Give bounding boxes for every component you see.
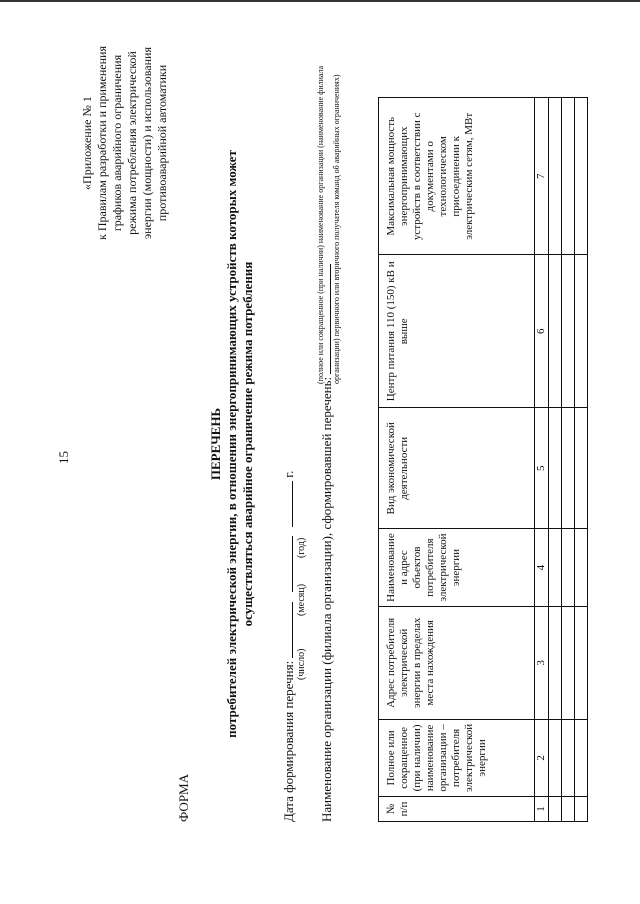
appendix-line: противоаварийной автоматики xyxy=(155,64,169,222)
hint-day: (число) xyxy=(296,648,307,680)
table-cell[interactable] xyxy=(562,408,575,529)
col-header-address: Адрес потребителя электрической энергии в пределах места нахождения xyxy=(379,606,535,719)
table-cell[interactable] xyxy=(575,98,588,255)
table-number-row xyxy=(535,98,549,822)
table-cell[interactable] xyxy=(575,797,588,822)
hint-year: (год) xyxy=(296,537,307,558)
table-cell[interactable] xyxy=(562,606,575,719)
col-number: 2 xyxy=(535,719,549,796)
form-label: ФОРМА xyxy=(176,774,191,822)
table-cell[interactable] xyxy=(575,529,588,607)
table-cell[interactable] xyxy=(549,797,562,822)
table-cell[interactable] xyxy=(549,255,562,408)
table-row xyxy=(562,98,575,822)
table-cell[interactable] xyxy=(562,797,575,822)
org-hint-1: (полное или сокращенное (при наличии) наименование организации (наименование филиала xyxy=(316,65,325,384)
table-cell[interactable] xyxy=(549,408,562,529)
document-title xyxy=(208,114,256,774)
col-header-org-name: Полное или сокращенное (при наличии) наименование организации – потребителя электрической энергии xyxy=(379,719,535,796)
col-header-max-power: Максимальная мощность энергопринимающих устройств в соответствии с документами о технологическом присоединении к электрическим сетям, МВт xyxy=(379,98,535,255)
col-header-number: № п/п xyxy=(379,797,535,822)
col-number: 7 xyxy=(535,98,549,255)
appendix-line: режима потребления электрической xyxy=(125,51,139,235)
table-cell[interactable] xyxy=(575,408,588,529)
date-day-blank[interactable] xyxy=(280,602,293,658)
appendix-line: «Приложение № 1 xyxy=(80,96,94,190)
table-cell[interactable] xyxy=(562,98,575,255)
consumers-table xyxy=(378,97,588,822)
col-number: 4 xyxy=(535,529,549,607)
appendix-line: энергии (мощности) и использования xyxy=(140,47,154,239)
table-cell[interactable] xyxy=(549,606,562,719)
table-cell[interactable] xyxy=(575,255,588,408)
appendix-line: графиков аварийного ограничения xyxy=(110,54,124,232)
appendix-line: к Правилам разработки и применения xyxy=(95,46,109,240)
col-header-activity: Вид экономической деятельности xyxy=(379,408,535,529)
table-cell[interactable] xyxy=(562,719,575,796)
date-line xyxy=(280,471,297,822)
hint-month: (месяц) xyxy=(296,583,307,616)
appendix-note xyxy=(80,28,170,258)
col-number: 3 xyxy=(535,606,549,719)
col-number: 1 xyxy=(535,797,549,822)
title-line-3: осуществляться аварийное ограничение режима потребления xyxy=(240,261,255,627)
page-number: 15 xyxy=(56,451,71,464)
date-label: Дата формирования перечня: xyxy=(281,660,296,822)
col-header-objects: Наименование и адрес объектов потребителя электрической энергии xyxy=(379,529,535,607)
org-hint-2: организации) первичного или вторичного получателя команд об аварийных ограничениях) xyxy=(332,74,341,384)
table-cell[interactable] xyxy=(549,529,562,607)
table-cell[interactable] xyxy=(549,98,562,255)
table-cell[interactable] xyxy=(549,719,562,796)
table-header-row xyxy=(379,98,535,822)
table-cell[interactable] xyxy=(562,255,575,408)
table-row xyxy=(575,98,588,822)
date-suffix: г. xyxy=(281,470,296,478)
title-line-2: потребителей электрической энергии, в отношении энергопринимающих устройств которых может xyxy=(224,150,239,738)
date-month-blank[interactable] xyxy=(280,536,293,592)
table-row xyxy=(549,98,562,822)
col-number: 6 xyxy=(535,255,549,408)
table-cell[interactable] xyxy=(562,529,575,607)
table-cell[interactable] xyxy=(575,606,588,719)
org-label: Наименование организации (филиала организации), сформировавшей перечень: xyxy=(319,376,334,822)
title-main: ПЕРЕЧЕНЬ xyxy=(208,407,223,481)
col-number: 5 xyxy=(535,408,549,529)
col-header-power-center: Центр питания 110 (150) кВ и выше xyxy=(379,255,535,408)
date-year-blank[interactable] xyxy=(280,481,293,527)
table-cell[interactable] xyxy=(575,719,588,796)
